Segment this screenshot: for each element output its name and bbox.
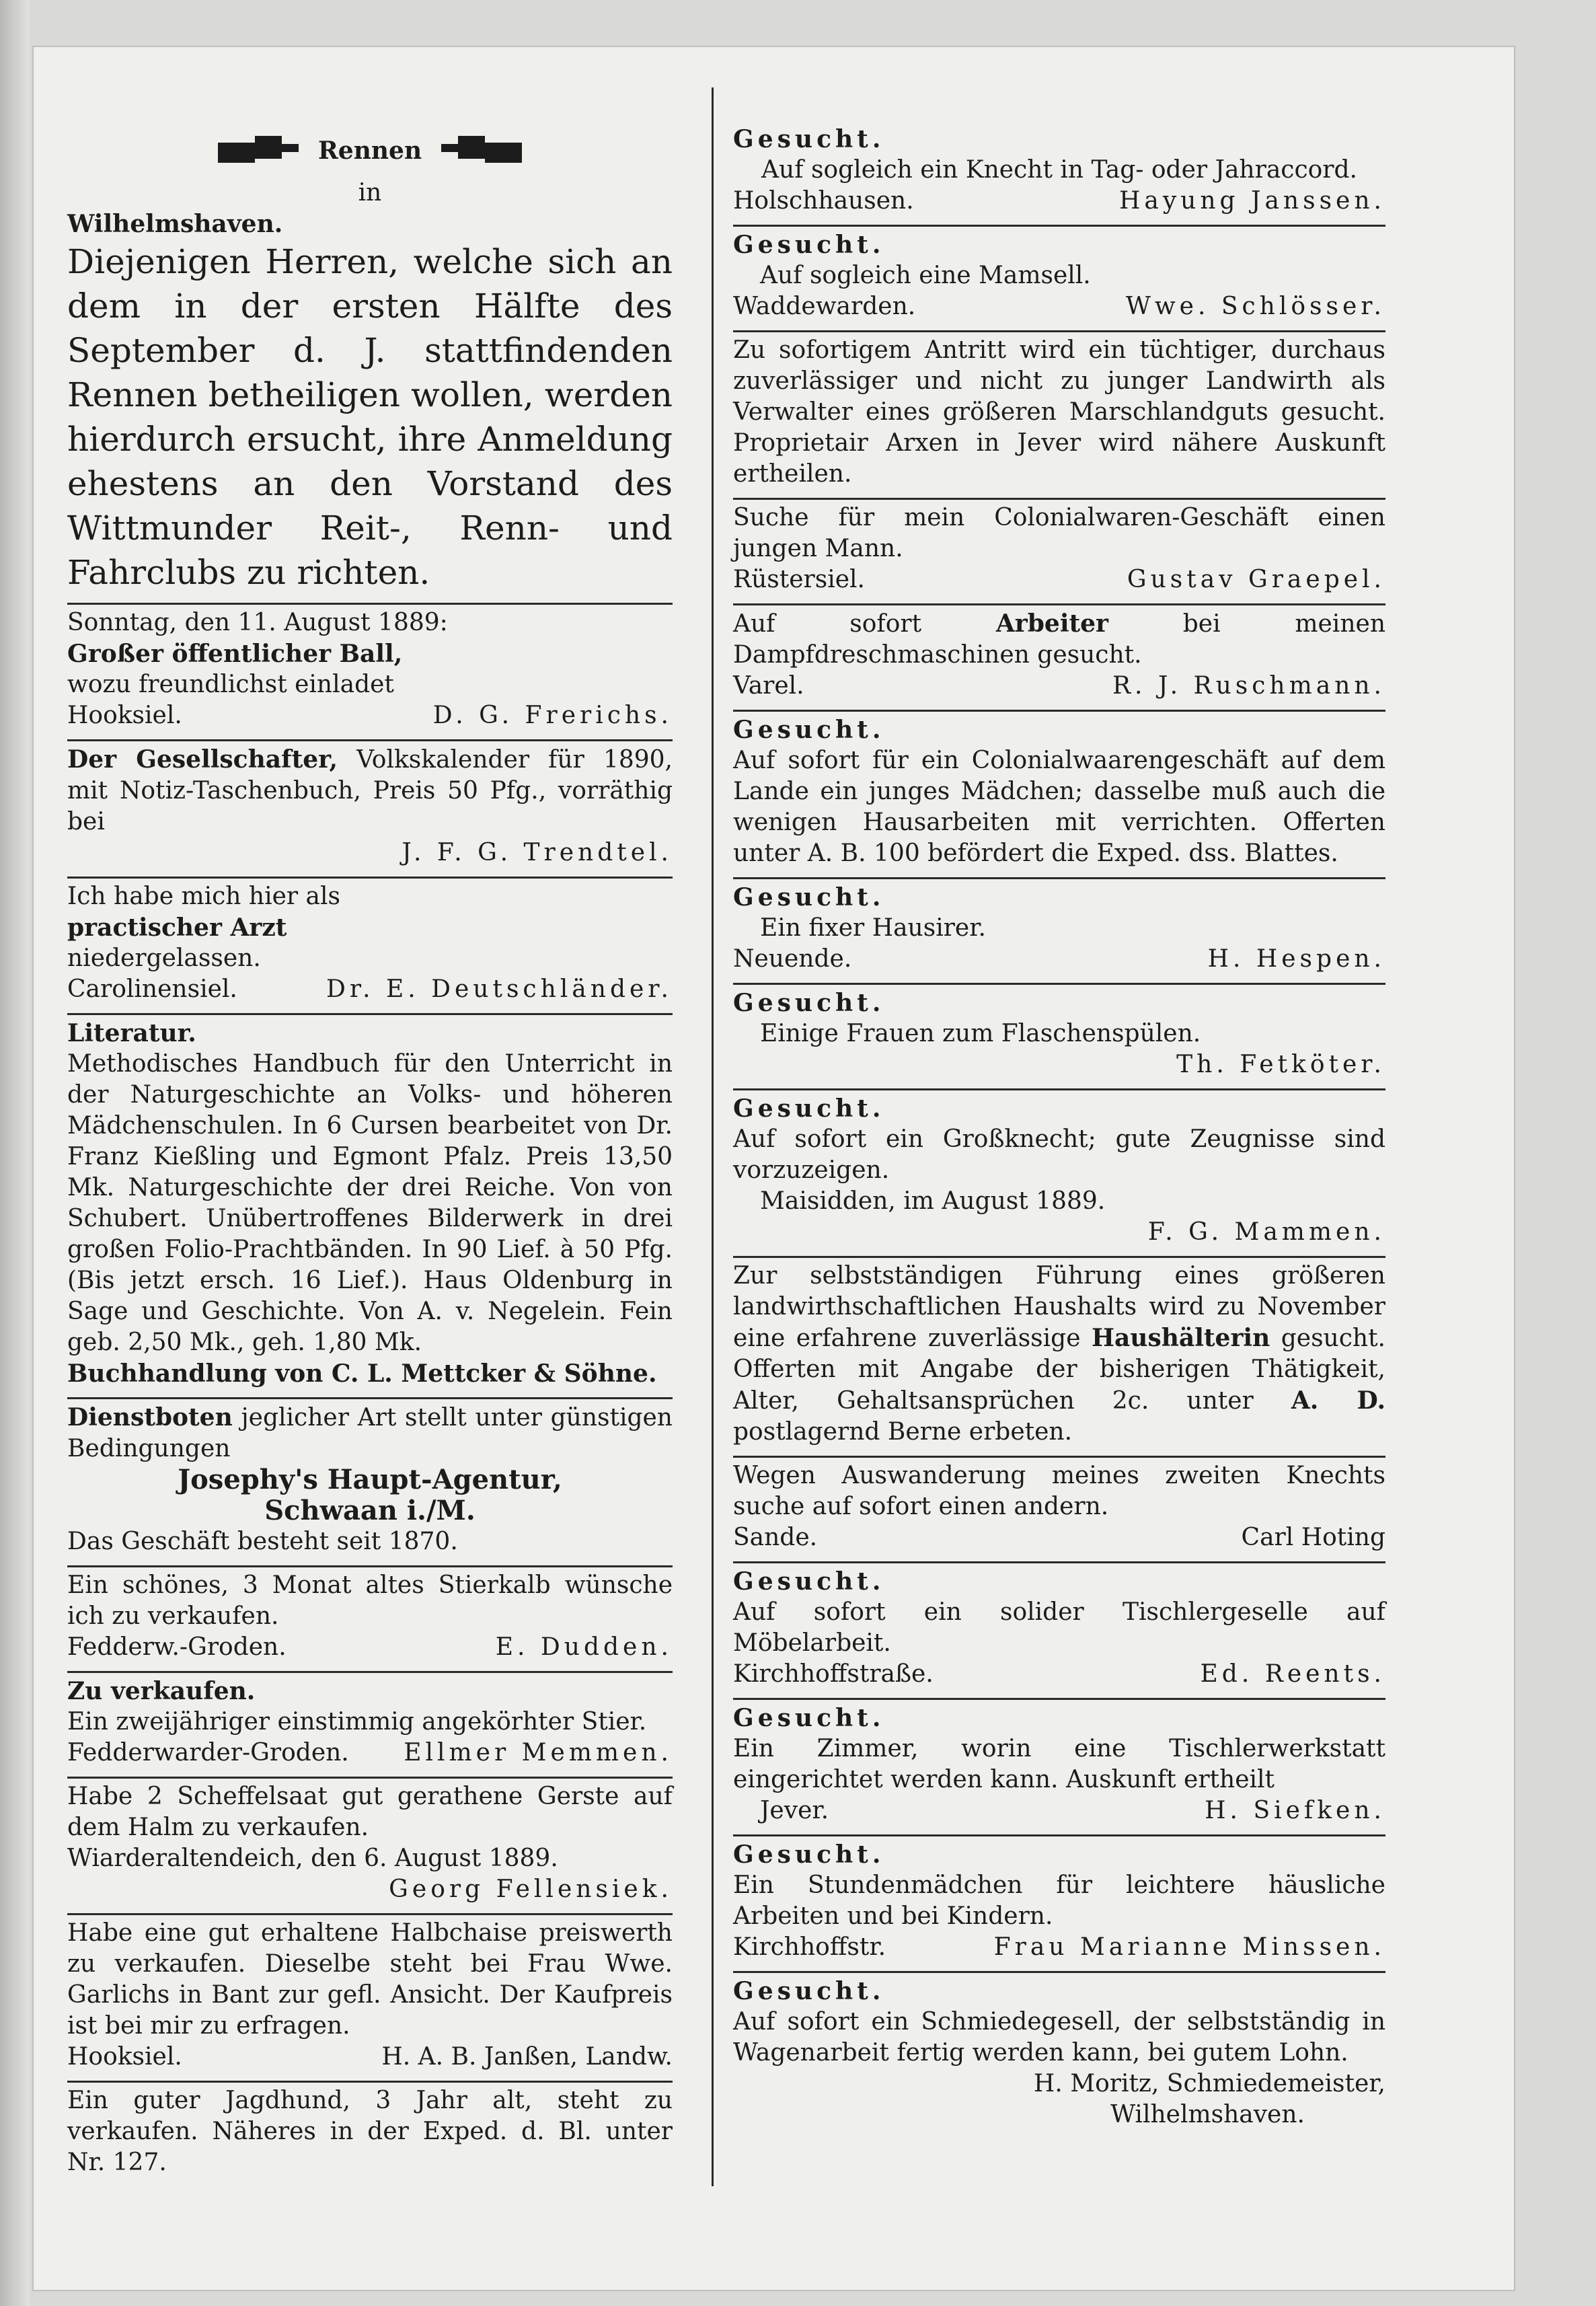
ad-auswanderung xyxy=(733,1458,1385,1563)
gesucht-title: Gesucht. xyxy=(733,989,885,1017)
ad1-name: Hayung Janssen. xyxy=(1118,187,1385,215)
literatur-title: Literatur. xyxy=(67,1019,196,1047)
ad1-place: Holschhausen. xyxy=(733,187,914,215)
rennen-title: Rennen xyxy=(317,137,422,165)
ad9-name: F. G. Mammen. xyxy=(1147,1218,1385,1246)
arzt-place: Carolinensiel. xyxy=(67,975,237,1003)
ad14-name: Frau Marianne Minssen. xyxy=(993,1933,1385,1961)
ad14-body: Ein Stundenmädchen für leichtere häusliche Arbeiten und bei Kindern. xyxy=(733,1871,1385,1930)
halbchaise-name: H. A. B. Janßen, Landw. xyxy=(381,2043,673,2071)
ad1-body: Auf sogleich ein Knecht in Tag- oder Jahraccord. xyxy=(761,156,1357,184)
ball-invite: wozu freundlichst einladet xyxy=(67,671,394,698)
literatur-shop: Buchhandlung von C. L. Mettcker & Söhne. xyxy=(67,1360,657,1388)
ad-gesellschafter xyxy=(67,741,673,879)
ad9-body: Auf sofort ein Großknecht; gute Zeugnisse sind vorzuzeigen. xyxy=(733,1125,1385,1184)
ad10-body-pre: Zur selbstständigen Führung eines größeren landwirthschaftlichen Haushalts wird zu November eine erfahrene zuverlässige xyxy=(733,1262,1385,1352)
gesucht-title: Gesucht. xyxy=(733,1977,885,2005)
halbchaise-place: Hooksiel. xyxy=(67,2043,182,2071)
ad-arzt xyxy=(67,879,673,1015)
ad-gesucht-mamsell xyxy=(733,227,1385,332)
ad2-name: Wwe. Schlösser. xyxy=(1125,293,1385,320)
ad12-name: Ed. Reents. xyxy=(1200,1660,1385,1688)
ad11-place: Sande. xyxy=(733,1524,818,1551)
ad14-place: Kirchhoffstr. xyxy=(733,1933,886,1961)
gesellschafter-name: J. F. G. Trendtel. xyxy=(402,839,673,866)
gesucht-title: Gesucht. xyxy=(733,1840,885,1869)
ad11-name: Carl Hoting xyxy=(1241,1524,1385,1551)
right-column xyxy=(733,121,1385,2138)
pointing-hand-left-icon xyxy=(438,124,525,178)
ad12-place: Kirchhoffstraße. xyxy=(733,1660,934,1688)
ad-gesucht-stundenmaedchen xyxy=(733,1836,1385,1973)
ad-rennen xyxy=(67,121,673,605)
verkaufen-title: Zu verkaufen. xyxy=(67,1677,256,1705)
ad-haushaelterin xyxy=(733,1258,1385,1458)
gesucht-title: Gesucht. xyxy=(733,125,885,153)
ad7-body: Ein fixer Hausirer. xyxy=(760,914,986,942)
ad13-name: H. Siefken. xyxy=(1205,1797,1385,1824)
ad5-name: R. J. Ruschmann. xyxy=(1112,672,1385,700)
ad-dienstboten xyxy=(67,1399,673,1567)
stierkalb-name: E. Dudden. xyxy=(495,1633,673,1661)
ad8-name: Th. Fetköter. xyxy=(1176,1051,1385,1078)
ad-gesucht-frauen xyxy=(733,985,1385,1090)
ad15-name2: Wilhelmshaven. xyxy=(1110,2101,1305,2128)
ad-junger-mann xyxy=(733,500,1385,605)
gerste-name: Georg Fellensiek. xyxy=(389,1875,673,1903)
ad10-body-bold: Haushälterin xyxy=(1091,1324,1270,1352)
rennen-body: Diejenigen Herren, welche sich an dem in der ersten Hälfte des September d. J. stattfindenden Rennen betheiligen wollen, werden hierdurch ersucht, ihre Anmeldung ehestens an den Vorstand des Wittmunder Reit-, Renn- und Fahrclubs zu richten. xyxy=(67,242,673,592)
arzt-line2: niedergelassen. xyxy=(67,944,261,972)
ad11-body: Wegen Auswanderung meines zweiten Knechts suche auf sofort einen andern. xyxy=(733,1462,1385,1520)
ad5-body-post: bei meinen Dampfdreschmaschinen gesucht. xyxy=(733,610,1385,669)
left-column xyxy=(67,121,673,2186)
arzt-name: Dr. E. Deutschländer. xyxy=(326,975,673,1003)
ad10-body-bold2: A. D. xyxy=(1291,1386,1385,1415)
ad-literatur xyxy=(67,1015,673,1399)
stierkalb-place: Fedderw.-Groden. xyxy=(67,1633,287,1661)
pointing-hand-right-icon xyxy=(215,124,302,178)
ad12-body: Auf sofort ein solider Tischlergeselle auf Möbelarbeit. xyxy=(733,1598,1385,1657)
ad6-body: Auf sofort für ein Colonialwaarengeschäft auf dem Lande ein junges Mädchen; dasselbe muß auch die wenigen Hausarbeiten mit verrichten. Offerten unter A. B. 100 befördert die Exped. dss. Blattes. xyxy=(733,747,1385,867)
ad5-body-bold: Arbeiter xyxy=(995,609,1108,638)
ad2-place: Waddewarden. xyxy=(733,293,916,320)
ad-jagdhund xyxy=(67,2083,673,2186)
ad2-body: Auf sogleich eine Mamsell. xyxy=(760,262,1091,289)
ad13-place: Jever. xyxy=(760,1797,829,1824)
gesucht-title: Gesucht. xyxy=(733,883,885,912)
ad-gerste xyxy=(67,1779,673,1915)
ad-gesucht-knecht xyxy=(733,121,1385,227)
gesucht-title: Gesucht. xyxy=(733,1094,885,1123)
ball-name: D. G. Frerichs. xyxy=(432,702,673,729)
ad5-body-pre: Auf sofort xyxy=(733,610,996,638)
ad-gesucht-schmiedegesell xyxy=(733,1973,1385,2138)
gesellschafter-lead: Der Gesellschafter, xyxy=(67,745,338,774)
ad15-body: Auf sofort ein Schmiedegesell, der selbstständig in Wagenarbeit fertig werden kann, bei gutem Lohn. xyxy=(733,2008,1385,2067)
rennen-place: Wilhelmshaven. xyxy=(67,210,283,238)
ad-gesucht-zimmer xyxy=(733,1700,1385,1836)
dienstboten-text xyxy=(67,1402,673,1464)
stierkalb-body: Ein schönes, 3 Monat altes Stierkalb wünsche ich zu verkaufen. xyxy=(67,1571,673,1630)
ad-zu-verkaufen xyxy=(67,1673,673,1779)
literatur-body: Methodisches Handbuch für den Unterricht in der Naturgeschichte an Volks- und höheren Mädchenschulen. In 6 Cursen bearbeitet von Dr. Franz Kießling und Egmont Pfalz. Preis 13,50 Mk. Naturgeschichte der drei Reiche. Von von Schubert. Unübertroffenes Bilderwerk in drei großen Folio-Prachtbänden. In 90 Lief. à 50 Pfg. (Bis jetzt ersch. 16 Lief.). Haus Oldenburg in Sage und Geschichte. Von A. v. Negelein. Fein geb. 2,50 Mk., geh. 1,80 Mk. xyxy=(67,1050,673,1356)
ad9-date: Maisidden, im August 1889. xyxy=(760,1187,1106,1215)
dienstboten-lead: Dienstboten xyxy=(67,1403,233,1431)
ad10-body-mid: gesucht. Offerten mit Angabe der bisherigen Thätigkeit, Alter, Gehaltsansprüchen 2c. unter xyxy=(733,1325,1386,1415)
gesucht-title: Gesucht. xyxy=(733,1704,885,1732)
ad7-place: Neuende. xyxy=(733,945,852,973)
gerste-body: Habe 2 Scheffelsaat gut gerathene Gerste auf dem Halm zu verkaufen. xyxy=(67,1783,673,1841)
ad-gesucht-grossknecht xyxy=(733,1090,1385,1258)
ad-stierkalb xyxy=(67,1567,673,1673)
ad7-name: H. Hespen. xyxy=(1207,945,1385,973)
ad5-text xyxy=(733,608,1385,671)
ad4-place: Rüstersiel. xyxy=(733,566,865,593)
ad13-body: Ein Zimmer, worin eine Tischlerwerkstatt eingerichtet werden kann. Auskunft ertheilt xyxy=(733,1735,1385,1793)
ad4-name: Gustav Graepel. xyxy=(1127,566,1385,593)
ball-title: Großer öffentlicher Ball, xyxy=(67,640,403,668)
ad-halbchaise xyxy=(67,1915,673,2083)
ad10-text xyxy=(733,1261,1385,1448)
rennen-in: in xyxy=(358,179,382,207)
gesucht-title: Gesucht. xyxy=(733,716,885,744)
arzt-title: practischer Arzt xyxy=(67,914,287,942)
gesucht-title: Gesucht. xyxy=(733,231,885,259)
book-spine xyxy=(0,0,30,2306)
ad-verwalter xyxy=(733,332,1385,500)
column-divider xyxy=(712,87,714,2186)
ad-arbeiter xyxy=(733,605,1385,712)
verkaufen-body: Ein zweijähriger einstimmig angekörhter Stier. xyxy=(67,1708,647,1736)
ad-gesucht-maedchen xyxy=(733,712,1385,879)
ad-gesucht-tischler xyxy=(733,1563,1385,1700)
gesucht-title: Gesucht. xyxy=(733,1567,885,1596)
ad5-place: Varel. xyxy=(733,672,804,700)
ad15-name1: H. Moritz, Schmiedemeister, xyxy=(1033,2070,1385,2097)
ad8-body: Einige Frauen zum Flaschenspülen. xyxy=(760,1020,1201,1047)
ad3-body: Zu sofortigem Antritt wird ein tüchtiger, durchaus zuverlässiger und nicht zu junger Landwirth als Verwalter eines größeren Marschlandguts gesucht. Proprietair Arxen in Jever wird nähere Auskunft ertheilen. xyxy=(733,336,1385,488)
ball-date: Sonntag, den 11. August 1889: xyxy=(67,609,448,636)
gesellschafter-text xyxy=(67,744,673,838)
rennen-title-row xyxy=(67,124,673,178)
dienstboten-agency2: Schwaan i./M. xyxy=(264,1495,476,1526)
dienstboten-body: jeglicher Art stellt unter günstigen Bedingungen xyxy=(67,1404,673,1462)
verkaufen-place: Fedderwarder-Groden. xyxy=(67,1739,349,1766)
ad-ball xyxy=(67,605,673,741)
arzt-line1: Ich habe mich hier als xyxy=(67,883,341,910)
gesellschafter-body: Volkskalender für 1890, mit Notiz-Taschenbuch, Preis 50 Pfg., vorräthig bei xyxy=(67,746,673,835)
verkaufen-name: Ellmer Memmen. xyxy=(404,1739,673,1766)
ad-gesucht-hausirer xyxy=(733,879,1385,985)
dienstboten-since: Das Geschäft besteht seit 1870. xyxy=(67,1528,458,1555)
ad4-body: Suche für mein Colonialwaren-Geschäft einen jungen Mann. xyxy=(733,504,1385,562)
dienstboten-agency1: Josephy's Haupt-Agentur, xyxy=(178,1464,562,1495)
jagdhund-body: Ein guter Jagdhund, 3 Jahr alt, steht zu verkaufen. Näheres in der Exped. d. Bl. unter Nr. 127. xyxy=(67,2087,673,2176)
ad10-body-post: postlagernd Berne erbeten. xyxy=(733,1418,1073,1446)
gerste-date: Wiarderaltendeich, den 6. August 1889. xyxy=(67,1845,558,1872)
halbchaise-body: Habe eine gut erhaltene Halbchaise preiswerth zu verkaufen. Dieselbe steht bei Frau Wwe. Garlichs in Bant zur gefl. Ansicht. Der Kaufpreis ist bei mir zu erfragen. xyxy=(67,1919,673,2040)
ball-place: Hooksiel. xyxy=(67,702,182,729)
